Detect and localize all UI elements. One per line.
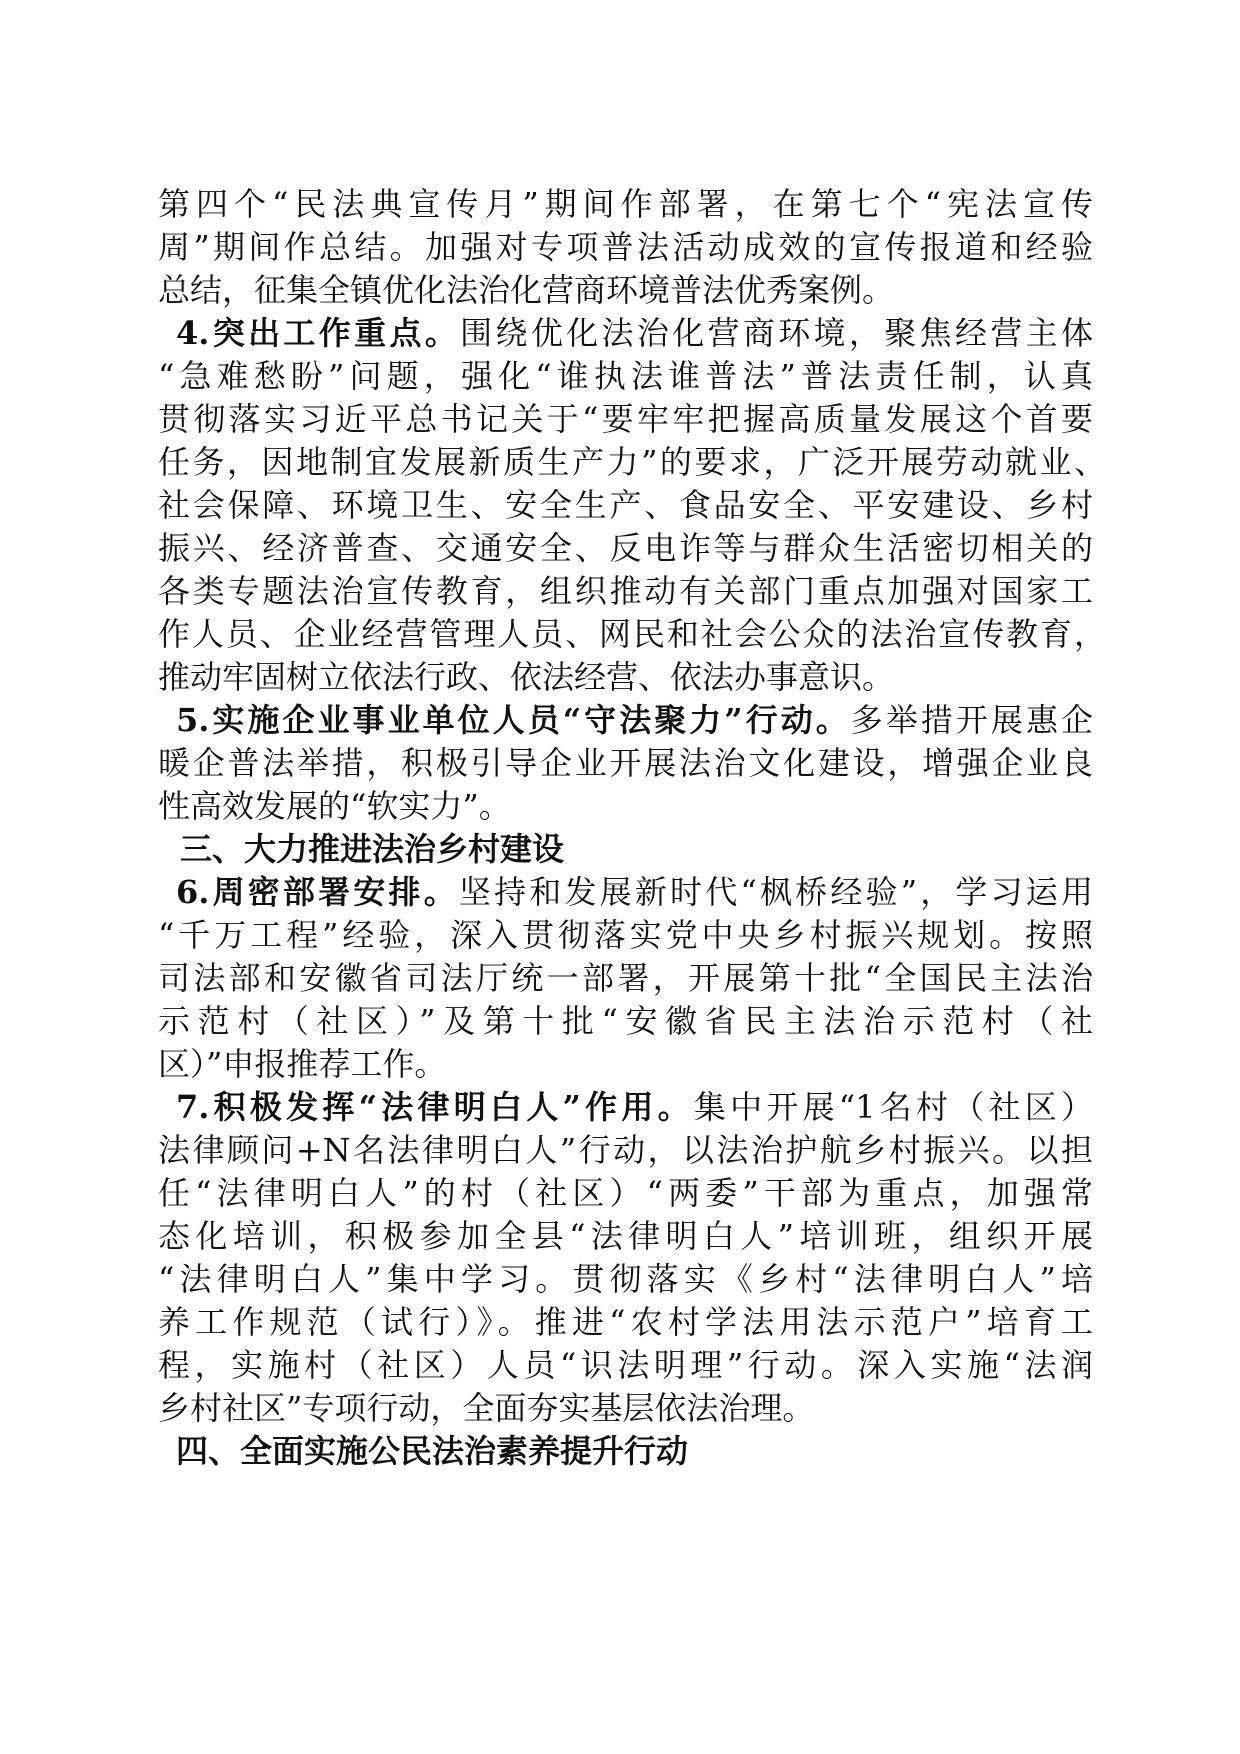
section-heading-3: 三、大力推进法治乡村建设	[180, 830, 565, 868]
item-7-line: 7.积极发挥“法律明白人”作用。集中开展“1名村（社区）	[176, 1088, 1093, 1126]
paragraph-line: 程，实施村（社区）人员“识法明理”行动。深入实施“法润	[158, 1346, 1093, 1384]
paragraph-line: 周”期间作总结。加强对专项普法活动成效的宣传报道和经验	[158, 228, 1093, 266]
item-4-line: 4.突出工作重点。围绕优化法治化营商环境，聚焦经营主体	[176, 314, 1093, 352]
paragraph-line: 社会保障、环境卫生、安全生产、食品安全、平安建设、乡村	[158, 486, 1093, 524]
paragraph-line: 总结，征集全镇优化法治化营商环境普法优秀案例。	[158, 271, 895, 309]
paragraph-line: 任“法律明白人”的村（社区）“两委”干部为重点，加强常	[158, 1174, 1093, 1212]
paragraph-line: 贯彻落实习近平总书记关于“要牢牢把握高质量发展这个首要	[158, 400, 1093, 438]
paragraph-line: “急难愁盼”问题，强化“谁执法谁普法”普法责任制，认真	[158, 357, 1093, 395]
paragraph-line: 性高效发展的“软实力”。	[158, 787, 511, 825]
paragraph-line: 乡村社区”专项行动，全面夯实基层依法治理。	[158, 1389, 815, 1427]
paragraph-line: 态化培训，积极参加全县“法律明白人”培训班，组织开展	[158, 1217, 1093, 1255]
paragraph-line: 振兴、经济普查、交通安全、反电诈等与群众生活密切相关的	[158, 529, 1093, 567]
paragraph-line: “千万工程”经验，深入贯彻落实党中央乡村振兴规划。按照	[158, 916, 1093, 954]
paragraph-line: 养工作规范（试行）》。推进“农村学法用法示范户”培育工	[158, 1303, 1093, 1341]
item-7-title: 7.积极发挥“法律明白人”作用。	[176, 1088, 694, 1126]
item-5-line: 5.实施企业事业单位人员“守法聚力”行动。多举措开展惠企	[176, 701, 1093, 739]
item-5-title: 5.实施企业事业单位人员“守法聚力”行动。	[176, 701, 851, 739]
paragraph-line: 区）”申报推荐工作。	[158, 1045, 447, 1083]
item-6-line: 6.周密部署安排。坚持和发展新时代“枫桥经验”，学习运用	[176, 873, 1093, 911]
paragraph-line: 示范村（社区）”及第十批“安徽省民主法治示范村（社	[158, 1002, 1093, 1040]
paragraph-line: “法律明白人”集中学习。贯彻落实《乡村“法律明白人”培	[158, 1260, 1093, 1298]
paragraph-line: 各类专题法治宣传教育，组织推动有关部门重点加强对国家工	[158, 572, 1093, 610]
item-4-title: 4.突出工作重点。	[176, 314, 461, 352]
paragraph-line: 推动牢固树立依法行政、依法经营、依法办事意识。	[158, 658, 895, 696]
section-heading-4: 四、全面实施公民法治素养提升行动	[176, 1432, 689, 1470]
paragraph-line: 第四个“民法典宣传月”期间作部署，在第七个“宪法宣传	[158, 185, 1093, 223]
item-6-title: 6.周密部署安排。	[176, 873, 459, 911]
paragraph-line: 暖企普法举措，积极引导企业开展法治文化建设，增强企业良	[158, 744, 1093, 782]
paragraph-line: 任务，因地制宜发展新质生产力”的要求，广泛开展劳动就业、	[158, 443, 1106, 481]
paragraph-line: 法律顾问+N名法律明白人”行动，以法治护航乡村振兴。以担	[158, 1131, 1093, 1169]
paragraph-line: 司法部和安徽省司法厅统一部署，开展第十批“全国民主法治	[158, 959, 1093, 997]
paragraph-line: 作人员、企业经营管理人员、网民和社会公众的法治宣传教育，	[158, 615, 1106, 653]
